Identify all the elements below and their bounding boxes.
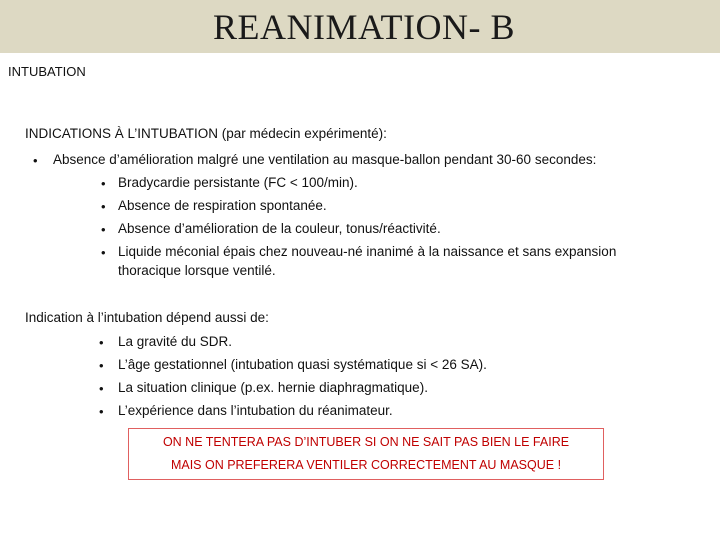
main-bullet-text: Absence d’amélioration malgré une ventilation au masque-ballon pendant 30-60 secondes: (53, 152, 597, 167)
depends-item: La situation clinique (p.ex. hernie diaphragmatique). (118, 380, 428, 395)
depends-item: La gravité du SDR. (118, 334, 233, 349)
bullet-icon: • (99, 381, 104, 396)
warning-line-1: ON NE TENTERA PAS D’INTUBER SI ON NE SAIT PAS BIEN LE FAIRE (162, 435, 570, 449)
depends-heading: Indication à l’intubation dépend aussi de: (25, 310, 269, 325)
title-bar (0, 0, 720, 53)
bullet-icon: • (101, 199, 106, 214)
slide-title: REANIMATION- B (213, 6, 515, 47)
sub-bullet-text: Bradycardie persistante (FC < 100/min). (118, 175, 358, 190)
section-label: INTUBATION (8, 64, 86, 79)
bullet-icon: • (101, 222, 106, 237)
bullet-icon: • (99, 404, 104, 419)
sub-bullet-continuation: thoracique lorsque ventilé. (118, 263, 276, 278)
bullet-icon: • (99, 335, 104, 350)
bullet-icon: • (99, 358, 104, 373)
depends-item: L’expérience dans l’intubation du réanimateur. (118, 403, 393, 418)
sub-bullet-text: Absence de respiration spontanée. (118, 198, 327, 213)
bullet-icon: • (101, 245, 106, 260)
indications-heading: INDICATIONS À L’INTUBATION (par médecin expérimenté): (25, 126, 387, 141)
sub-bullet-text: Liquide méconial épais chez nouveau-né inanimé à la naissance et sans expansion (118, 244, 617, 259)
sub-bullet-text: Absence d’amélioration de la couleur, tonus/réactivité. (118, 221, 441, 236)
depends-item: L’âge gestationnel (intubation quasi systématique si < 26 SA). (118, 357, 487, 372)
warning-line-2: MAIS ON PREFERERA VENTILER CORRECTEMENT AU MASQUE ! (170, 458, 562, 472)
bullet-icon: • (33, 153, 38, 168)
warning-box (128, 428, 604, 480)
bullet-icon: • (101, 176, 106, 191)
